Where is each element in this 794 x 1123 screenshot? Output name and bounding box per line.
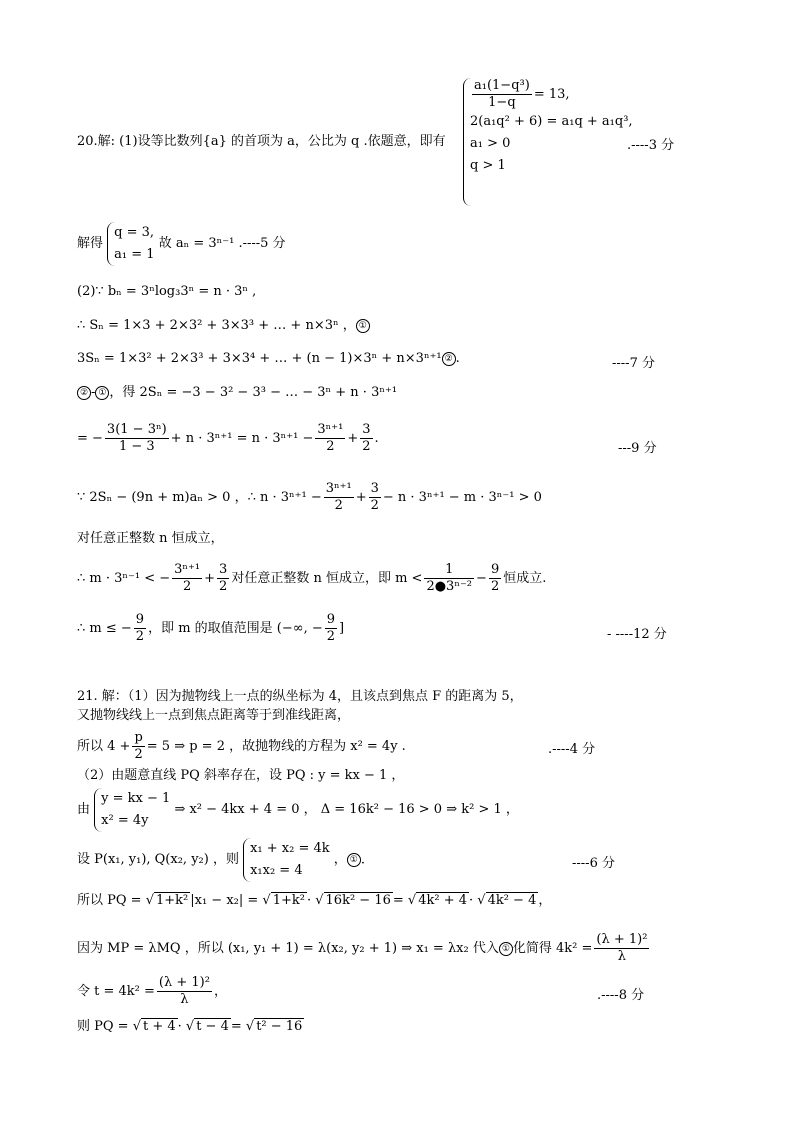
p20-system: $\frac{\text{a₁(1−q³)}}{1-q}$ = 13, 2(a₁q² + 6) = a₁q + a₁q³, a₁ > 0 q > 1: [463, 78, 633, 206]
p20-sum2: 3Sₙ = 1×3² + 2×3³ + 3×3⁴ + … + (n − 1)×3ⁿ + n×3ⁿ⁺¹ ② .: [77, 351, 460, 366]
p21-system: 由 y = kx − 1 x² = 4y ⇒ x² − 4kx + 4 = 0 ， Δ = 16k² − 16 > 0 ⇒ k² > 1 ，: [77, 788, 519, 832]
score-9: ---9 分: [618, 441, 657, 456]
p20-eq: = − $\frac{\text{3(1 − 3ⁿ)}}{1 - 3}$ + n · 3ⁿ⁺¹ = n · 3ⁿ⁺¹ − $\frac{\text{3ⁿ⁺¹}}{2}$ + $\frac{3}{2}$ .: [77, 422, 379, 454]
score-12: - ----12 分: [607, 627, 667, 642]
p21-line4: （2）由题意直线 PQ 斜率存在，设 PQ : y = kx − 1 ，: [77, 768, 405, 783]
score-6: ----6 分: [572, 856, 615, 871]
p20-range: ∴ m ≤ − $\frac{9}{2}$ ，即 m 的取值范围是 (−∞, − $\frac{9}{2}$ ]: [77, 612, 345, 644]
p20-ineq-text: 对任意正整数 n 恒成立，: [77, 531, 224, 546]
score-3: .----3 分: [627, 138, 675, 153]
p21-line3: 所以 4 + $\frac{p}{2}$ = 5 ⇒ p = 2 ，故抛物线的方程为 x² = 4y .: [77, 730, 406, 762]
p21-t: 令 t = 4k² = $\frac{\text{(λ + 1)²}}{\lambda}$ ，: [77, 975, 227, 1007]
p20-ineq: ∵ 2Sₙ − (9n + m)aₙ > 0 ，∴ n · 3ⁿ⁺¹ − $\frac{\text{3ⁿ⁺¹}}{2}$ + $\frac{3}{2}$ − n · 3ⁿ⁺¹ − m · 3ⁿ⁻¹ > 0: [77, 481, 542, 513]
p21-pq: 所以 PQ = √ 1+k² |x₁ − x₂| = √ 1+k² · √ 16k² − 16 = √ 4k² + 4 · √ 4k² − 4 ，: [77, 893, 552, 908]
p20-sum1: ∴ Sₙ = 1×3 + 2×3² + 3×3³ + … + n×3ⁿ ， ①: [77, 317, 370, 335]
score-8: .----8 分: [597, 988, 645, 1003]
p21-set: 设 P(x₁, y₁), Q(x₂, y₂) ，则 x₁ + x₂ = 4k x₁x₂ = 4 ， ① .: [77, 838, 365, 882]
p21-line1: 21. 解：（1）因为抛物线上一点的纵坐标为 4，且该点到焦点 F 的距离为 5，: [77, 689, 523, 704]
p20-m: ∴ m · 3ⁿ⁻¹ < − $\frac{\text{3ⁿ⁺¹}}{2}$ + $\frac{3}{2}$ 对任意正整数 n 恒成立，即 m < $\frac{1}{\text{2●3ⁿ⁻²}}$ − $\frac{9}{2}$ 恒成立.: [77, 562, 547, 594]
p20-diff: ② - ① ，得 2Sₙ = −3 − 3² − 3³ − … − 3ⁿ + n · 3ⁿ⁺¹: [77, 384, 397, 402]
p21-line2: 又抛物线线上一点到焦点距离等于到准线距离，: [77, 708, 351, 723]
p21-vec: 因为 MP = λMQ ，所以 (x₁, y₁ + 1) = λ(x₂, y₂ + 1) ⇒ x₁ = λx₂ 代入 ① 化简得 4k² = $\frac{\text{(λ + 1)²}}{\lambda}$: [77, 932, 648, 964]
p20-part2: (2)∵ bₙ = 3ⁿlog₃3ⁿ = n · 3ⁿ ,: [77, 284, 257, 299]
p20-solve: 解得 q = 3, a₁ = 1 故 aₙ = 3ⁿ⁻¹ .----5 分: [77, 222, 286, 266]
score-7: ----7 分: [612, 356, 655, 371]
score-4: .----4 分: [548, 742, 596, 757]
p21-last: 则 PQ = √ t + 4 · √ t − 4 = √ t² − 16: [77, 1019, 303, 1034]
p20-intro: 20.解: (1)设等比数列{a} 的首项为 a，公比为 q .依题意，即有: [77, 134, 446, 149]
